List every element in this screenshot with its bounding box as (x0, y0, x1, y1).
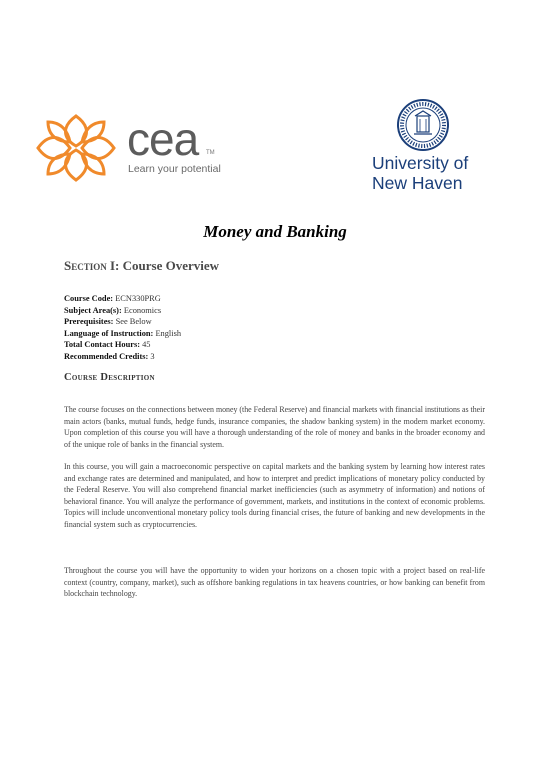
detail-value: 45 (140, 340, 151, 350)
detail-key: Language of Instruction: (64, 328, 154, 338)
course-code-row (64, 293, 181, 305)
section-number: I: (106, 258, 123, 273)
detail-key: Subject Area(s): (64, 305, 122, 315)
detail-value: ECN330PRG (113, 294, 161, 303)
section-title: Course Overview (122, 258, 220, 273)
subject-area-row (64, 305, 181, 317)
detail-value: Economics (121, 305, 162, 315)
contact-hours-row (64, 339, 181, 351)
detail-key: Total Contact Hours: (64, 340, 140, 350)
unh-logo (360, 98, 510, 198)
detail-value: English (153, 328, 182, 338)
detail-key: Course Code: (64, 294, 114, 303)
detail-key: Prerequisites: (64, 317, 114, 327)
course-description-heading: Course Description (64, 372, 155, 383)
unh-line-1: University of (372, 153, 469, 173)
document-title: Money and Banking (203, 222, 347, 241)
detail-value: 3 (148, 351, 155, 361)
unh-line-2: New Haven (372, 173, 463, 193)
description-paragraph-1: The course focuses on the connections between money (the Federal Reserve) and financial markets with financial institutions as their main actors (banks, mutual funds, hedge funds, insurance companies, the shadow banking system) in the modern market economy. Upon completion of this course you will have a thorough understanding of the role of money and banks in the broader economy and of the unique role of banks in the financial system. (64, 405, 485, 449)
cea-trademark: TM (206, 150, 215, 156)
prerequisites-row (64, 316, 181, 328)
detail-value: See Below (113, 317, 152, 327)
detail-key: Recommended Credits: (64, 351, 149, 361)
section-heading (64, 258, 219, 274)
description-paragraph-3: Throughout the course you will have the opportunity to widen your horizons on a chosen topic with a project based on real-life context (country, company, market), such as offshore banking regulations in tax heavens countries, or how banking can benefit from blockchain technology. (64, 566, 485, 599)
description-paragraph-2: In this course, you will gain a macroeconomic perspective on capital markets and the banking system by learning how interest rates and exchange rates are determined and manipulated, and how to interpret and predict implications of monetary policy conducted by the Federal Reserve. You will also comprehend financial market inefficiencies (such as asymmetry of information) and notions of behavioral finance. You will analyze the performance of government, markets, and institutions in the context of economic problems. Topics will include unconventional monetary policy tools during financial crises, the future of banking and new developments in the financial system such as cryptocurrencies. (64, 462, 485, 529)
university-seal-icon (396, 98, 450, 152)
cea-wordmark: cea (127, 113, 199, 165)
cea-flower-icon (34, 112, 118, 184)
section-label: Section (64, 258, 107, 273)
cea-tagline: Learn your potential (128, 163, 221, 175)
course-details (64, 293, 181, 363)
language-row (64, 328, 181, 340)
unh-wordmark (372, 153, 502, 193)
credits-row (64, 351, 181, 363)
cea-logo (34, 112, 224, 184)
